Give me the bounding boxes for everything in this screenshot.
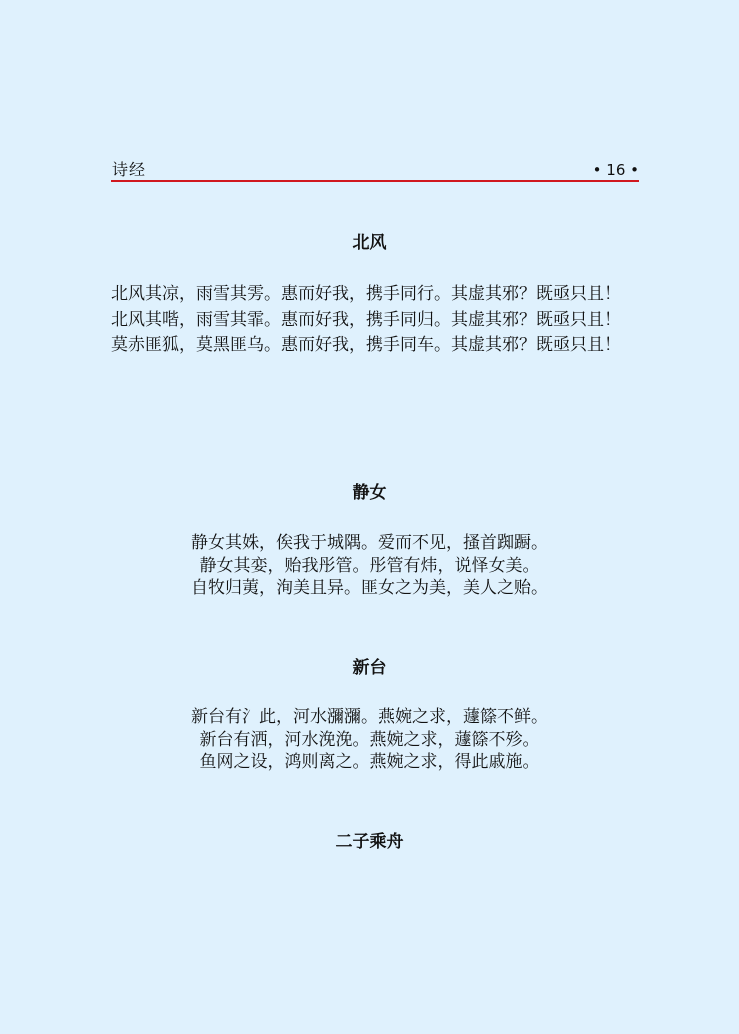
poem-line: 自牧归荑，洵美且异。匪女之为美，美人之贻。 — [191, 578, 548, 598]
poem-line: 鱼网之设，鸿则离之。燕婉之求，得此戚施。 — [199, 752, 540, 772]
poem-body-jingnv — [0, 532, 739, 600]
poem-title-beifeng: 北风 — [352, 233, 387, 253]
poem-stanza: 北风其凉，雨雪其雱。惠而好我，携手同行。其虚其邪？既亟只且！ — [111, 284, 621, 304]
book-title: 诗经 — [112, 160, 147, 179]
poem-stanza: 莫赤匪狐，莫黑匪乌。惠而好我，携手同车。其虚其邪？既亟只且！ — [111, 335, 621, 355]
running-header — [111, 160, 639, 182]
poem-body-beifeng — [111, 282, 636, 359]
poem-title-jingnv: 静女 — [352, 483, 387, 503]
poem-line: 静女其娈，贻我彤管。彤管有炜，说怿女美。 — [199, 555, 540, 576]
poem-line: 新台有洒，河水浼浼。燕婉之求，蘧篨不殄。 — [199, 729, 540, 750]
poem-line: 新台有氵此，河水瀰瀰。燕婉之求，蘧篨不鲜。 — [191, 707, 548, 727]
poem-title-xintai: 新台 — [352, 658, 387, 678]
poem-title-erzichengzhou: 二子乘舟 — [335, 832, 404, 852]
page-number: • 16 • — [592, 161, 639, 179]
poem-body-xintai — [0, 706, 739, 774]
poem-stanza: 北风其喈，雨雪其霏。惠而好我，携手同归。其虚其邪？既亟只且！ — [111, 309, 621, 330]
poem-line: 静女其姝，俟我于城隅。爱而不见，搔首踟蹰。 — [191, 533, 548, 553]
